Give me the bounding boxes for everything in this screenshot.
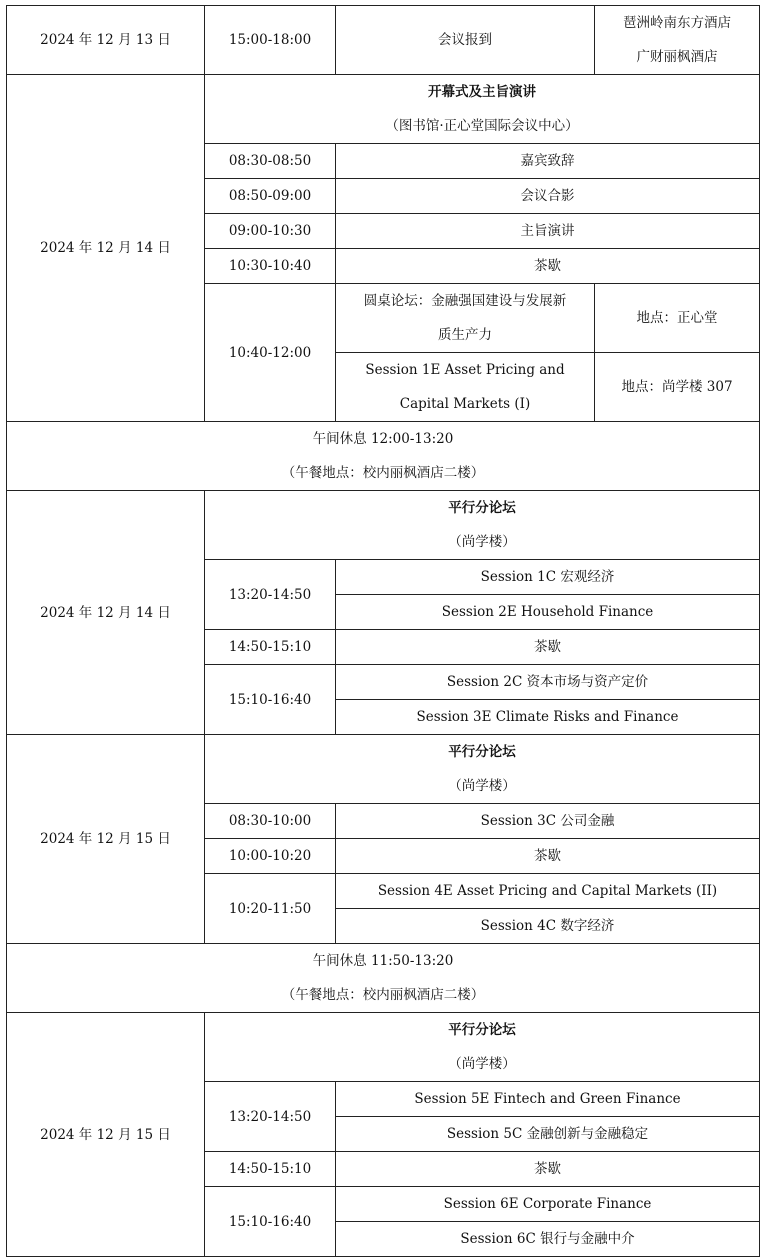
hotel-name: 琶洲岭南东方酒店: [623, 15, 731, 31]
time-cell: 10:20-11:50: [205, 874, 336, 944]
session-cell: Session 5E Fintech and Green Finance: [336, 1082, 760, 1117]
table-row: [7, 422, 760, 491]
time-cell: 08:30-10:00: [205, 804, 336, 839]
date-cell: 2024 年 12 月 13 日: [7, 6, 205, 75]
section-heading-cell: [205, 1013, 760, 1082]
table-row: [7, 6, 760, 75]
time-cell: 10:00-10:20: [205, 839, 336, 874]
time-cell: 10:30-10:40: [205, 249, 336, 284]
date-cell: 2024 年 12 月 14 日: [7, 491, 205, 735]
time-cell: 09:00-10:30: [205, 214, 336, 249]
section-heading: 平行分论坛: [448, 744, 516, 760]
event-cell: 茶歇: [336, 839, 760, 874]
section-venue: （尚学楼）: [448, 1056, 516, 1072]
session-cell: Session 1C 宏观经济: [336, 560, 760, 595]
lunch-time: 午间休息 11:50-13:20: [312, 953, 454, 969]
event-cell: 会议报到: [336, 6, 595, 75]
event-cell: 会议合影: [336, 179, 760, 214]
section-venue: （尚学楼）: [448, 778, 516, 794]
place-cell: 地点：尚学楼 307: [595, 353, 760, 422]
time-cell: 10:40-12:00: [205, 284, 336, 422]
lunch-place: （午餐地点：校内丽枫酒店二楼）: [281, 987, 485, 1003]
session-cell: Session 3E Climate Risks and Finance: [336, 700, 760, 735]
session-cell: Session 2C 资本市场与资产定价: [336, 665, 760, 700]
date-cell: 2024 年 12 月 15 日: [7, 1013, 205, 1257]
session-cell: Session 6E Corporate Finance: [336, 1187, 760, 1222]
section-heading: 平行分论坛: [448, 1022, 516, 1038]
section-heading-cell: [205, 491, 760, 560]
time-cell: 14:50-15:10: [205, 1152, 336, 1187]
session-title-cont: Capital Markets (I): [399, 396, 531, 412]
time-cell: 14:50-15:10: [205, 630, 336, 665]
lunch-place: （午餐地点：校内丽枫酒店二楼）: [281, 465, 485, 481]
session-cell: [336, 353, 595, 422]
section-heading-cell: [205, 735, 760, 804]
schedule-table: [6, 5, 760, 1257]
lunch-cell: [7, 422, 760, 491]
roundtable-title: 圆桌论坛：金融强国建设与发展新: [363, 293, 567, 309]
lunch-time: 午间休息 12:00-13:20: [312, 431, 454, 447]
event-cell: 主旨演讲: [336, 214, 760, 249]
time-cell: 15:00-18:00: [205, 6, 336, 75]
time-cell: 15:10-16:40: [205, 665, 336, 735]
table-row: [7, 735, 760, 804]
section-heading: 平行分论坛: [448, 500, 516, 516]
event-cell: 茶歇: [336, 249, 760, 284]
date-cell: 2024 年 12 月 14 日: [7, 75, 205, 422]
session-cell: Session 4E Asset Pricing and Capital Markets (II): [336, 874, 760, 909]
hotel-name: 广财丽枫酒店: [636, 49, 718, 65]
session-cell: Session 2E Household Finance: [336, 595, 760, 630]
table-row: [7, 75, 760, 144]
session-cell: Session 4C 数字经济: [336, 909, 760, 944]
section-heading-cell: [205, 75, 760, 144]
table-row: [7, 944, 760, 1013]
time-cell: 15:10-16:40: [205, 1187, 336, 1257]
roundtable-cell: [336, 284, 595, 353]
section-venue: （尚学楼）: [448, 534, 516, 550]
table-row: [7, 1013, 760, 1082]
event-cell: 茶歇: [336, 1152, 760, 1187]
session-cell: Session 3C 公司金融: [336, 804, 760, 839]
event-cell: 茶歇: [336, 630, 760, 665]
table-row: [7, 491, 760, 560]
time-cell: 08:50-09:00: [205, 179, 336, 214]
session-cell: Session 5C 金融创新与金融稳定: [336, 1117, 760, 1152]
hotel-cell: [595, 6, 760, 75]
session-cell: Session 6C 银行与金融中介: [336, 1222, 760, 1257]
lunch-cell: [7, 944, 760, 1013]
section-venue: （图书馆·正心堂国际会议中心）: [385, 118, 579, 134]
event-cell: 嘉宾致辞: [336, 144, 760, 179]
section-heading: 开幕式及主旨演讲: [428, 84, 536, 100]
place-cell: 地点：正心堂: [595, 284, 760, 353]
session-title: Session 1E Asset Pricing and: [365, 362, 565, 378]
roundtable-title-cont: 质生产力: [438, 327, 492, 343]
date-cell: 2024 年 12 月 15 日: [7, 735, 205, 944]
time-cell: 13:20-14:50: [205, 560, 336, 630]
time-cell: 13:20-14:50: [205, 1082, 336, 1152]
time-cell: 08:30-08:50: [205, 144, 336, 179]
